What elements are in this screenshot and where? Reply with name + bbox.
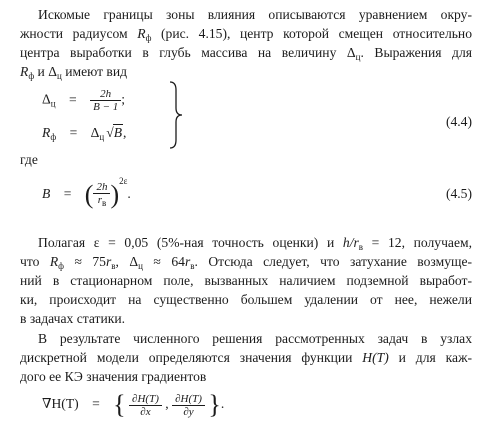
para2-line1: Полагая ε = 0,05 (5%-ная точность оценки) и $h/r_в = 12$, получаем,: [38, 235, 472, 252]
para3-line1: В результате численного решения рассмотренных задач в узлах: [38, 331, 472, 346]
equation-delta: $\Delta_ц$ = $\frac{2h}{B - 1}$ ;: [42, 88, 125, 113]
para3-line3: дого ее КЭ значения градиентов: [20, 369, 207, 384]
para1-line1-text: Искомые границы зоны влияния описываются уравнением окру-: [38, 7, 472, 22]
fraction-2h-over-rv: $\frac{2h}{r_в}$: [93, 181, 110, 209]
para1-line2: жности радиусом $R_ф$ (рис. 4.15), центр которой смещен относительно: [20, 26, 472, 43]
para1-line3: центра выработки в глубь массива на величину $\Delta_ц$. Выражения для: [20, 45, 472, 62]
equation-number-4-4: (4.4): [445, 114, 472, 129]
right-brace-icon: [168, 80, 184, 150]
para2-line5: в задачах статики.: [20, 311, 126, 326]
para2-line4: ки, происходит на существенно большем удалении от нее, нежели: [20, 292, 472, 307]
fraction-dh-dx: $\frac{\partial H(T)}{\partial x}$: [129, 393, 162, 418]
para2-line3: ний в стационарном поле, вызванных наличием подземной выработ-: [20, 273, 472, 288]
para1-line1: [38, 6, 472, 24]
equation-r-phi: $R_ф = \Delta_ц$ √B,: [42, 125, 127, 142]
equation-gradient: ∇H(T) = { $\frac{\partial H(T)}{\partial x}$ , $\frac{\partial H(T)}{\partial y}$ }.: [42, 390, 225, 419]
fraction-dh-dy: $\frac{\partial H(T)}{\partial y}$: [172, 393, 205, 418]
where-label: где: [20, 152, 38, 167]
para2-line2: что $R_ф \approx 75r_в$, $\Delta_ц \approx 64r_в$. Отсюда следует, что затухание возмущe-: [20, 254, 473, 271]
para3-line2: дискретной модели определяются значения функции H(T) и для каж-: [20, 350, 472, 365]
equation-b: B = ( $\frac{2h}{r_в}$ )$^{2\varepsilon}$.: [42, 176, 131, 209]
para1-line4: $R_ф$ и $\Delta_ц$ имеют вид: [20, 64, 128, 81]
equation-number-4-5: (4.5): [445, 186, 472, 201]
fraction-2h-over-b-minus-1: $\frac{2h}{B - 1}$: [90, 88, 121, 113]
